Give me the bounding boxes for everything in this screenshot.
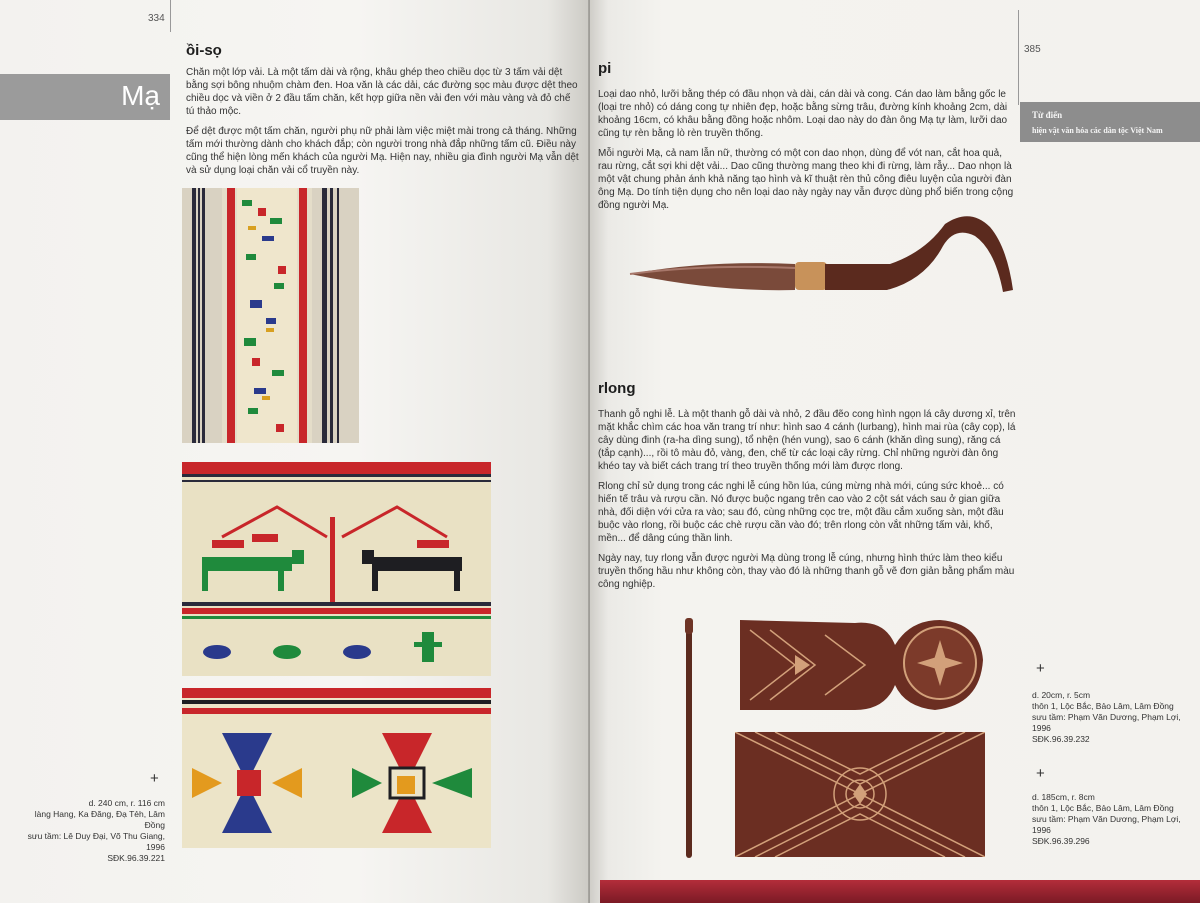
- rlong-end-illustration: [735, 615, 985, 715]
- caption-line: 1996: [1032, 825, 1051, 835]
- caption-line: SĐK.96.39.221: [107, 853, 165, 863]
- textile-photo-stars: [182, 688, 491, 848]
- dictionary-tab: [1020, 102, 1200, 142]
- knife-illustration: [625, 212, 1015, 302]
- entry-body-oi-so: [186, 66, 581, 184]
- rlong-stick-illustration: [683, 618, 695, 858]
- caption-line: thôn 1, Lộc Bắc, Bảo Lâm, Lâm Đồng: [1032, 803, 1174, 813]
- paragraph: Để dệt được một tấm chăn, người phụ nữ phải làm việc miệt mài trong cả tháng. Những tấm mới thường dành cho khách đắp; còn người trong nhà đắp những tấm cũ. Điều này cũng thể hiện lòng mến khách của người Mạ. Hiện nay, nhiều gia đình người Mạ vẫn dệt và sử dụng loại chăn vải cổ truyền này.: [186, 126, 579, 176]
- caption-line: d. 20cm, r. 5cm: [1032, 690, 1091, 700]
- rlong-pattern-image: [735, 732, 985, 862]
- entry-body-rlong: [598, 408, 1018, 598]
- rlong-end-image: [735, 615, 985, 720]
- page-number-rule: [1018, 10, 1019, 105]
- paragraph: Rlong chỉ sử dụng trong các nghi lễ cúng hồn lúa, cúng mừng nhà mới, cúng sức khoẻ... có hiến tế trâu và rượu cần. Nó được buộc ngang trên cao vào 2 cột sát vách sau ở gian giữa nhà, đối diện với cửa ra vào; sau đó, cùng những cọc tre, một đầu cắm xuống sàn, một đầu buộc vào rlong, rồi buộc các chè rượu cần vào đó; trên rlong còn vắt những tấm vải, khố, mền... để dâng cúng thần linh.: [598, 481, 1004, 544]
- caption-marker-icon: +: [1036, 765, 1045, 782]
- caption-line: SĐK.96.39.232: [1032, 734, 1090, 744]
- caption-pi: [1032, 690, 1182, 745]
- entry-body-pi: [598, 88, 1018, 219]
- paragraph: Ngày nay, tuy rlong vẫn được người Mạ dùng trong lễ cúng, nhưng hình thức làm theo kiểu truyền thống hầu như không còn, thay vào đó là những thanh gỗ vẽ đơn giản bằng phẩm màu công nghiệp.: [598, 553, 1015, 590]
- caption-marker-icon: +: [150, 770, 159, 787]
- textile-animals-illustration: [182, 462, 491, 676]
- entry-title-oi-so: ồi-sọ: [186, 42, 222, 59]
- textile-photo-full: [182, 188, 359, 443]
- paragraph: Chăn một lớp vải. Là một tấm dài và rộng, khâu ghép theo chiều dọc từ 3 tấm vải dệt bằng sợi bông nhuộm chàm đen. Hoa văn là các dải, các đường sọc màu được dệt theo chiều dọc và viền ở 2 đầu tấm chăn, kết hợp giữa nền vải đen với màu vàng và đỏ chế tú thảo mộc.: [186, 67, 578, 117]
- caption-line: d. 240 cm, r. 116 cm: [88, 798, 165, 808]
- textile-photo-animals: [182, 462, 491, 676]
- caption-line: SĐK.96.39.296: [1032, 836, 1090, 846]
- paragraph: Thanh gỗ nghi lễ. Là một thanh gỗ dài và nhỏ, 2 đầu đẽo cong hình ngọn lá cây dương xỉ, trên mặt khắc chìm các hoa văn trang trí như: hình sao 4 cánh (lurbang), hình mai rùa (cây cọp), lá cây dùng đinh (ra-ha dìng sung), tổ nhện (hén vung), sao 6 cánh (khăn dìng sung), răng cá (tắp cạnh)..., rồi tô màu đỏ, vàng, đen, chế từ các loại cây rừng. Chỉ những người đàn ông khéo tay và biết cách trang trí theo truyền thống mới làm được rlong.: [598, 409, 1016, 472]
- caption-line: d. 185cm, r. 8cm: [1032, 792, 1095, 802]
- caption-oi-so: [20, 798, 165, 864]
- caption-line: 1996: [1032, 723, 1051, 733]
- ethnic-group-tab: [0, 74, 170, 120]
- entry-title-rlong: rlong: [598, 380, 636, 397]
- caption-marker-icon: +: [1036, 660, 1045, 677]
- book-cover-edge: [600, 880, 1200, 903]
- left-page: [0, 0, 595, 903]
- caption-rlong: [1032, 792, 1182, 847]
- caption-line: thôn 1, Lộc Bắc, Bảo Lâm, Lâm Đồng: [1032, 701, 1174, 711]
- textile-stars-illustration: [182, 688, 491, 848]
- page-number-right: 385: [1024, 44, 1041, 55]
- caption-line: làng Hang, Ka Đăng, Đạ Tẻh, Lâm Đồng: [34, 809, 165, 830]
- page-number-left: 334: [148, 13, 165, 24]
- caption-line: sưu tầm: Lê Duy Đại, Võ Thu Giang,: [27, 831, 165, 841]
- knife-pi-image: [625, 212, 1015, 307]
- page-number-rule: [170, 0, 171, 32]
- paragraph: Loại dao nhỏ, lưỡi bằng thép có đầu nhọn và dài, cán dài và cong. Cán dao làm bằng gốc le (loại tre nhỏ) có dáng cong tự nhiên đẹp, hoặc bằng sừng trâu, đường kính khoảng 2cm, dài khoảng 16cm, có khâu bằng đồng hoặc nhôm. Loại dao này do đàn ông Mạ tự làm, lưỡi dao cũng tự rèn bằng lò rèn truyền thống.: [598, 89, 1008, 139]
- textile-full-illustration: [182, 188, 359, 443]
- caption-line: sưu tầm: Phạm Văn Dương, Phạm Lợi,: [1032, 712, 1181, 722]
- caption-line: 1996: [146, 842, 165, 852]
- dictionary-tab-title: Từ điển: [1032, 110, 1063, 120]
- paragraph: Mỗi người Mạ, cả nam lẫn nữ, thường có một con dao nhọn, dùng để vót nan, cắt hoa quả, rau rừng, cắt sợi khi dệt vải... Dao cũng thường mang theo khi đi rừng, làm rẫy... Dao nhọn là một vật chung phản ánh khả năng tạo hình và kĩ thuật rèn thủ công điêu luyện của người đàn ông Mạ. Do tính tiện dụng cho nên loại dao này ngày nay vẫn được dùng phổ biến trong cộng đồng người Mạ.: [598, 148, 1014, 211]
- rlong-full-stick-image: [683, 618, 695, 858]
- rlong-pattern-illustration: [735, 732, 985, 857]
- ethnic-group-label: Mạ: [121, 80, 160, 111]
- entry-title-pi: pi: [598, 60, 612, 77]
- dictionary-tab-subtitle: hiện vật văn hóa các dân tộc Việt Nam: [1032, 126, 1163, 135]
- caption-line: sưu tầm: Phạm Văn Dương, Phạm Lợi,: [1032, 814, 1181, 824]
